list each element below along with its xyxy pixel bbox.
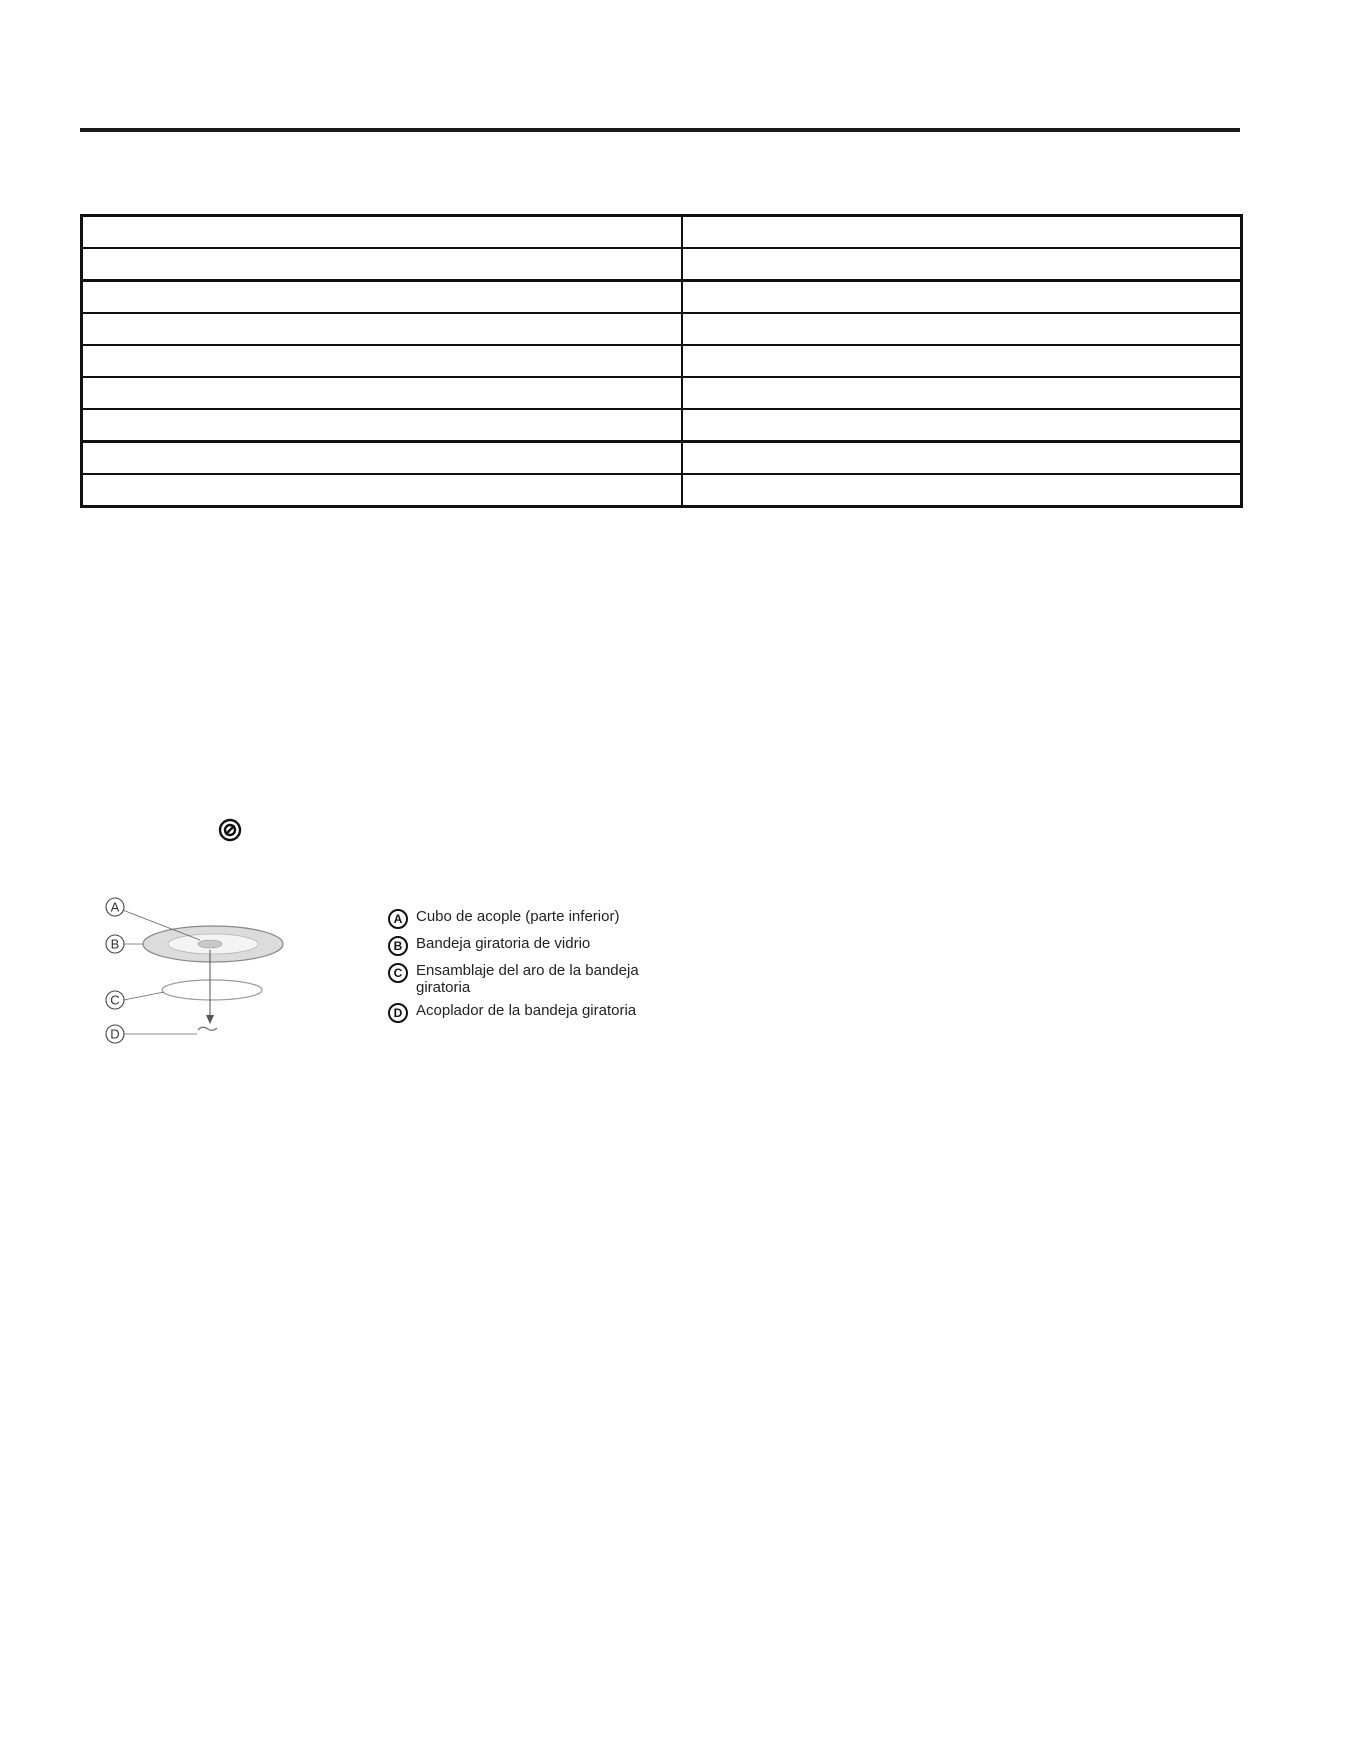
table-row bbox=[82, 313, 1242, 345]
callout-line-c bbox=[124, 992, 164, 1000]
svg-text:B: B bbox=[110, 936, 120, 952]
table-cell bbox=[82, 409, 682, 442]
table-row bbox=[82, 377, 1242, 409]
legend-letter-badge: D bbox=[388, 1003, 408, 1023]
diagram-label-b bbox=[106, 935, 124, 953]
diagram-label-a bbox=[106, 898, 124, 916]
legend-text: Cubo de acople (parte inferior) bbox=[416, 908, 620, 925]
prohibited-icon bbox=[218, 818, 242, 842]
assembly-arrowhead bbox=[206, 1015, 214, 1024]
table-row bbox=[82, 281, 1242, 314]
legend-text: Bandeja giratoria de vidrio bbox=[416, 935, 591, 952]
coupling-hub-shape bbox=[198, 940, 222, 948]
svg-text:C: C bbox=[110, 992, 120, 1008]
table-cell bbox=[682, 345, 1242, 377]
table-cell bbox=[82, 474, 682, 507]
coupler-shape bbox=[198, 1027, 217, 1030]
legend-text: Acoplador de la bandeja giratoria bbox=[416, 1002, 637, 1019]
table-cell bbox=[82, 281, 682, 314]
legend-letter-badge: A bbox=[388, 909, 408, 929]
legend-letter-badge: B bbox=[388, 936, 408, 956]
table-cell bbox=[82, 345, 682, 377]
table-row bbox=[82, 345, 1242, 377]
table-cell bbox=[682, 409, 1242, 442]
diagram-label-c bbox=[106, 991, 124, 1009]
table-row bbox=[82, 248, 1242, 281]
table-row bbox=[82, 442, 1242, 475]
table-cell bbox=[82, 313, 682, 345]
legend-item bbox=[388, 908, 688, 929]
svg-text:D: D bbox=[110, 1026, 120, 1042]
table-cell bbox=[82, 216, 682, 249]
table-cell bbox=[682, 281, 1242, 314]
legend-letter-badge: C bbox=[388, 963, 408, 983]
table-cell bbox=[82, 377, 682, 409]
legend-item bbox=[388, 962, 688, 996]
table-row bbox=[82, 474, 1242, 507]
legend-text: Ensamblaje del aro de la bandeja giratoria bbox=[416, 962, 639, 996]
table-cell bbox=[82, 442, 682, 475]
legend-item bbox=[388, 935, 688, 956]
turntable-diagram bbox=[100, 894, 300, 1054]
table-cell bbox=[682, 248, 1242, 281]
table-row bbox=[82, 216, 1242, 249]
header-rule bbox=[80, 128, 1240, 132]
table-cell bbox=[82, 248, 682, 281]
table-cell bbox=[682, 442, 1242, 475]
diagram-label-d bbox=[106, 1025, 124, 1043]
legend-item bbox=[388, 1002, 688, 1023]
svg-text:A: A bbox=[110, 899, 120, 915]
table-row bbox=[82, 409, 1242, 442]
ring-assembly-shape bbox=[162, 980, 262, 1000]
table-cell bbox=[682, 313, 1242, 345]
table-cell bbox=[682, 474, 1242, 507]
table-cell bbox=[682, 377, 1242, 409]
table-cell bbox=[682, 216, 1242, 249]
parts-legend bbox=[388, 908, 688, 1029]
spec-table bbox=[80, 214, 1243, 508]
